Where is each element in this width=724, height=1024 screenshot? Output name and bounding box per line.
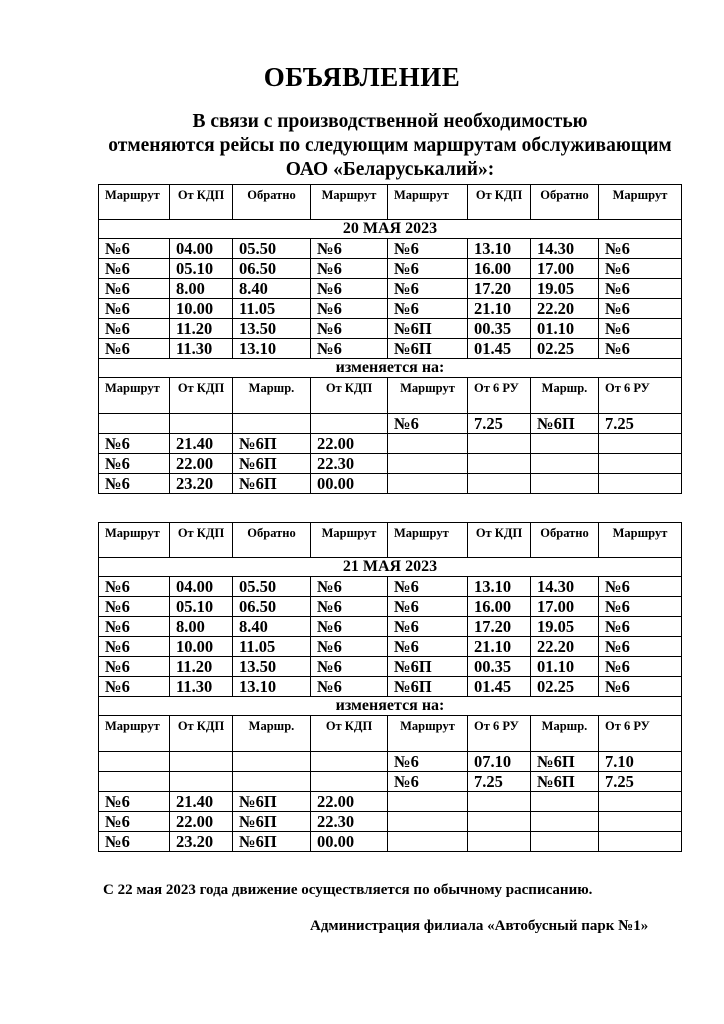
table-cell: №6 xyxy=(99,279,170,299)
table-cell: 8.00 xyxy=(170,279,233,299)
table-cell: №6 xyxy=(388,299,468,319)
table-cell: 22.00 xyxy=(311,434,388,454)
table-row xyxy=(99,657,682,677)
table-cell: 13.50 xyxy=(233,319,311,339)
table-cell: №6 xyxy=(99,319,170,339)
table-cell: №6 xyxy=(388,279,468,299)
table-cell: 05.10 xyxy=(170,259,233,279)
table-cell: №6 xyxy=(99,239,170,259)
table-cell xyxy=(531,832,599,852)
change-row xyxy=(99,434,682,454)
table-cell: №6 xyxy=(599,299,682,319)
table-cell: №6 xyxy=(599,617,682,637)
table-cell: 21.10 xyxy=(468,637,531,657)
table-cell: 04.00 xyxy=(170,239,233,259)
table-cell: №6 xyxy=(99,617,170,637)
table-cell: 01.10 xyxy=(531,657,599,677)
table-row xyxy=(99,597,682,617)
change-row xyxy=(99,752,682,772)
table-row xyxy=(99,299,682,319)
table-cell: 7.25 xyxy=(468,414,531,434)
table-cell xyxy=(170,414,233,434)
table-cell xyxy=(468,792,531,812)
column-header: Маршрут xyxy=(599,185,682,220)
table-cell: 22.30 xyxy=(311,454,388,474)
table-cell: №6 xyxy=(599,279,682,299)
table-cell xyxy=(170,752,233,772)
table-cell: 19.05 xyxy=(531,617,599,637)
table-cell: 16.00 xyxy=(468,597,531,617)
table-cell: 17.00 xyxy=(531,259,599,279)
table-cell: №6 xyxy=(99,434,170,454)
page-title: ОБЪЯВЛЕНИЕ xyxy=(263,62,461,92)
table-cell: 11.20 xyxy=(170,319,233,339)
table-cell: №6 xyxy=(311,637,388,657)
table-cell: 06.50 xyxy=(233,259,311,279)
table-cell: №6П xyxy=(388,657,468,677)
column-header: От КДП xyxy=(468,523,531,558)
table-cell: №6П xyxy=(388,677,468,697)
table-cell: 8.40 xyxy=(233,279,311,299)
column-header: От 6 РУ xyxy=(468,378,531,414)
table-cell xyxy=(388,812,468,832)
table-cell: 01.45 xyxy=(468,339,531,359)
table-cell: 22.20 xyxy=(531,299,599,319)
table-row xyxy=(99,339,682,359)
table-cell: №6 xyxy=(388,617,468,637)
table-cell: №6 xyxy=(388,637,468,657)
table-cell: №6 xyxy=(311,577,388,597)
table-cell: №6П xyxy=(531,772,599,792)
table-cell: №6П xyxy=(233,434,311,454)
table-cell: 13.10 xyxy=(468,577,531,597)
table-cell: №6 xyxy=(599,319,682,339)
table-cell: 21.40 xyxy=(170,434,233,454)
table-cell: 14.30 xyxy=(531,239,599,259)
table-cell: 22.20 xyxy=(531,637,599,657)
table-cell: 11.30 xyxy=(170,677,233,697)
table-cell xyxy=(599,812,682,832)
table-cell: №6 xyxy=(599,577,682,597)
column-header: Обратно xyxy=(531,523,599,558)
table-cell: 00.00 xyxy=(311,474,388,494)
table-cell: 13.50 xyxy=(233,657,311,677)
column-header: От КДП xyxy=(170,378,233,414)
change-heading: изменяется на: xyxy=(99,359,682,378)
table-cell: 10.00 xyxy=(170,299,233,319)
column-header: Маршрут xyxy=(99,378,170,414)
change-header-row xyxy=(99,716,682,752)
column-header: Маршр. xyxy=(531,378,599,414)
column-header: От 6 РУ xyxy=(468,716,531,752)
column-header: Обратно xyxy=(233,185,311,220)
table-cell: №6 xyxy=(388,414,468,434)
table-cell xyxy=(311,752,388,772)
table-cell: №6П xyxy=(531,414,599,434)
table-cell: 7.25 xyxy=(599,414,682,434)
change-row xyxy=(99,832,682,852)
date-heading: 21 МАЯ 2023 xyxy=(99,558,682,577)
table-cell: №6 xyxy=(99,259,170,279)
table-cell: 16.00 xyxy=(468,259,531,279)
table-cell: 7.25 xyxy=(468,772,531,792)
change-header-row xyxy=(99,378,682,414)
column-header: Обратно xyxy=(531,185,599,220)
intro-text xyxy=(0,110,724,182)
table-cell: №6 xyxy=(99,454,170,474)
table-cell: 17.20 xyxy=(468,279,531,299)
table-cell: №6 xyxy=(99,577,170,597)
table-cell: №6 xyxy=(311,239,388,259)
header-row xyxy=(99,185,682,220)
table-cell xyxy=(531,792,599,812)
table-cell: №6П xyxy=(388,339,468,359)
table-cell: №6 xyxy=(311,279,388,299)
table-cell xyxy=(531,812,599,832)
table-cell: 10.00 xyxy=(170,637,233,657)
intro-line-3: ОАО «Беларуськалий»: xyxy=(285,159,495,180)
table-cell: 01.10 xyxy=(531,319,599,339)
table-cell: №6П xyxy=(531,752,599,772)
table-cell: 8.00 xyxy=(170,617,233,637)
table-cell: №6 xyxy=(311,597,388,617)
table-row xyxy=(99,279,682,299)
table-cell: 07.10 xyxy=(468,752,531,772)
table-cell: 22.00 xyxy=(170,812,233,832)
column-header: От 6 РУ xyxy=(599,716,682,752)
table-cell: 22.00 xyxy=(170,454,233,474)
change-row xyxy=(99,454,682,474)
table-cell xyxy=(468,474,531,494)
table-row xyxy=(99,239,682,259)
table-cell: 23.20 xyxy=(170,474,233,494)
table-cell: 17.00 xyxy=(531,597,599,617)
column-header: Маршрут xyxy=(388,378,468,414)
table-cell xyxy=(599,434,682,454)
table-cell: №6 xyxy=(599,657,682,677)
table-cell: 05.50 xyxy=(233,577,311,597)
table-cell xyxy=(531,454,599,474)
table-cell: №6 xyxy=(388,752,468,772)
column-header: От КДП xyxy=(311,378,388,414)
column-header: Маршрут xyxy=(388,716,468,752)
column-header: Маршрут xyxy=(99,523,170,558)
column-header: От КДП xyxy=(170,716,233,752)
table-cell xyxy=(233,752,311,772)
table-cell xyxy=(599,792,682,812)
table-cell: №6 xyxy=(99,832,170,852)
table-cell: №6П xyxy=(233,454,311,474)
column-header: Маршрут xyxy=(99,185,170,220)
schedule-note: С 22 мая 2023 года движение осуществляется по обычному расписанию. xyxy=(103,882,593,898)
table-cell: №6 xyxy=(599,597,682,617)
table-cell xyxy=(388,792,468,812)
table-cell xyxy=(99,772,170,792)
table-row xyxy=(99,677,682,697)
column-header: От 6 РУ xyxy=(599,378,682,414)
table-cell: №6 xyxy=(99,474,170,494)
schedule-table-may-20 xyxy=(98,184,682,494)
table-cell xyxy=(388,434,468,454)
table-cell xyxy=(233,772,311,792)
schedule-table-may-21 xyxy=(98,522,682,852)
table-cell: №6П xyxy=(388,319,468,339)
table-cell: №6 xyxy=(99,299,170,319)
table-cell: 8.40 xyxy=(233,617,311,637)
column-header: Маршр. xyxy=(531,716,599,752)
table-cell: №6 xyxy=(99,339,170,359)
table-cell xyxy=(468,454,531,474)
table-cell: №6 xyxy=(311,657,388,677)
table-cell: 21.40 xyxy=(170,792,233,812)
table-cell: 01.45 xyxy=(468,677,531,697)
table-cell: 13.10 xyxy=(468,239,531,259)
table-cell: 11.30 xyxy=(170,339,233,359)
table-cell: №6 xyxy=(599,339,682,359)
table-cell xyxy=(99,752,170,772)
table-cell xyxy=(599,454,682,474)
table-cell: 11.05 xyxy=(233,637,311,657)
table-cell xyxy=(233,414,311,434)
table-cell: №6 xyxy=(599,677,682,697)
table-row xyxy=(99,319,682,339)
table-cell: №6 xyxy=(311,259,388,279)
table-cell: №6П xyxy=(233,474,311,494)
column-header: От КДП xyxy=(170,523,233,558)
table-cell: 06.50 xyxy=(233,597,311,617)
signature: Администрация филиала «Автобусный парк №1» xyxy=(310,918,649,934)
column-header: Маршрут xyxy=(99,716,170,752)
table-row xyxy=(99,637,682,657)
column-header: Маршрут xyxy=(388,523,468,558)
change-row xyxy=(99,772,682,792)
table-cell xyxy=(599,832,682,852)
table-cell: 22.00 xyxy=(311,792,388,812)
change-row xyxy=(99,792,682,812)
table-cell: №6 xyxy=(388,577,468,597)
change-heading: изменяется на: xyxy=(99,697,682,716)
table-cell xyxy=(311,414,388,434)
table-cell: 17.20 xyxy=(468,617,531,637)
table-cell: №6П xyxy=(233,832,311,852)
intro-line-1: В связи с производственной необходимостью xyxy=(192,111,588,132)
header-row xyxy=(99,523,682,558)
column-header: Обратно xyxy=(233,523,311,558)
table-cell: 04.00 xyxy=(170,577,233,597)
table-cell: №6 xyxy=(99,792,170,812)
table-cell xyxy=(388,474,468,494)
table-cell: 7.25 xyxy=(599,772,682,792)
table-cell: №6 xyxy=(388,239,468,259)
table-cell: №6 xyxy=(599,239,682,259)
table-cell: №6П xyxy=(233,792,311,812)
table-cell: №6 xyxy=(388,772,468,792)
column-header: Маршрут xyxy=(599,523,682,558)
table-cell xyxy=(468,832,531,852)
table-cell: №6 xyxy=(388,597,468,617)
column-header: Маршрут xyxy=(311,523,388,558)
table-cell: 19.05 xyxy=(531,279,599,299)
column-header: Маршрут xyxy=(311,185,388,220)
table-cell: №6 xyxy=(311,319,388,339)
table-cell: №6П xyxy=(233,812,311,832)
table-cell: №6 xyxy=(599,259,682,279)
table-cell: 00.00 xyxy=(311,832,388,852)
table-cell xyxy=(99,414,170,434)
column-header: От КДП xyxy=(468,185,531,220)
table-cell: №6 xyxy=(99,657,170,677)
table-cell: №6 xyxy=(99,812,170,832)
table-row xyxy=(99,259,682,279)
table-cell: 02.25 xyxy=(531,677,599,697)
table-cell: 23.20 xyxy=(170,832,233,852)
table-cell: 13.10 xyxy=(233,339,311,359)
table-cell: №6 xyxy=(311,299,388,319)
date-heading: 20 МАЯ 2023 xyxy=(99,220,682,239)
table-cell xyxy=(311,772,388,792)
table-cell: 05.10 xyxy=(170,597,233,617)
table-cell: №6 xyxy=(99,597,170,617)
change-row xyxy=(99,414,682,434)
table-cell: 00.35 xyxy=(468,319,531,339)
table-cell: №6 xyxy=(311,677,388,697)
table-cell xyxy=(388,832,468,852)
table-cell: 00.35 xyxy=(468,657,531,677)
column-header: От КДП xyxy=(170,185,233,220)
table-cell: №6 xyxy=(388,259,468,279)
intro-line-2: отменяются рейсы по следующим маршрутам обслуживающим xyxy=(108,135,672,156)
table-cell: №6 xyxy=(311,617,388,637)
table-cell xyxy=(531,434,599,454)
table-cell xyxy=(468,434,531,454)
table-cell xyxy=(170,772,233,792)
column-header: От КДП xyxy=(311,716,388,752)
table-cell: 14.30 xyxy=(531,577,599,597)
table-cell: 13.10 xyxy=(233,677,311,697)
table-cell: №6 xyxy=(311,339,388,359)
table-row xyxy=(99,617,682,637)
table-cell: 21.10 xyxy=(468,299,531,319)
table-cell: 02.25 xyxy=(531,339,599,359)
table-cell: №6 xyxy=(599,637,682,657)
table-cell: 7.10 xyxy=(599,752,682,772)
column-header: Маршр. xyxy=(233,716,311,752)
table-cell: 22.30 xyxy=(311,812,388,832)
column-header: Маршр. xyxy=(233,378,311,414)
table-cell: 11.20 xyxy=(170,657,233,677)
column-header: Маршрут xyxy=(388,185,468,220)
table-cell xyxy=(468,812,531,832)
table-cell xyxy=(599,474,682,494)
change-row xyxy=(99,474,682,494)
change-row xyxy=(99,812,682,832)
table-cell xyxy=(388,454,468,474)
table-cell: №6 xyxy=(99,677,170,697)
table-row xyxy=(99,577,682,597)
table-cell: №6 xyxy=(99,637,170,657)
table-cell: 11.05 xyxy=(233,299,311,319)
table-cell xyxy=(531,474,599,494)
table-cell: 05.50 xyxy=(233,239,311,259)
